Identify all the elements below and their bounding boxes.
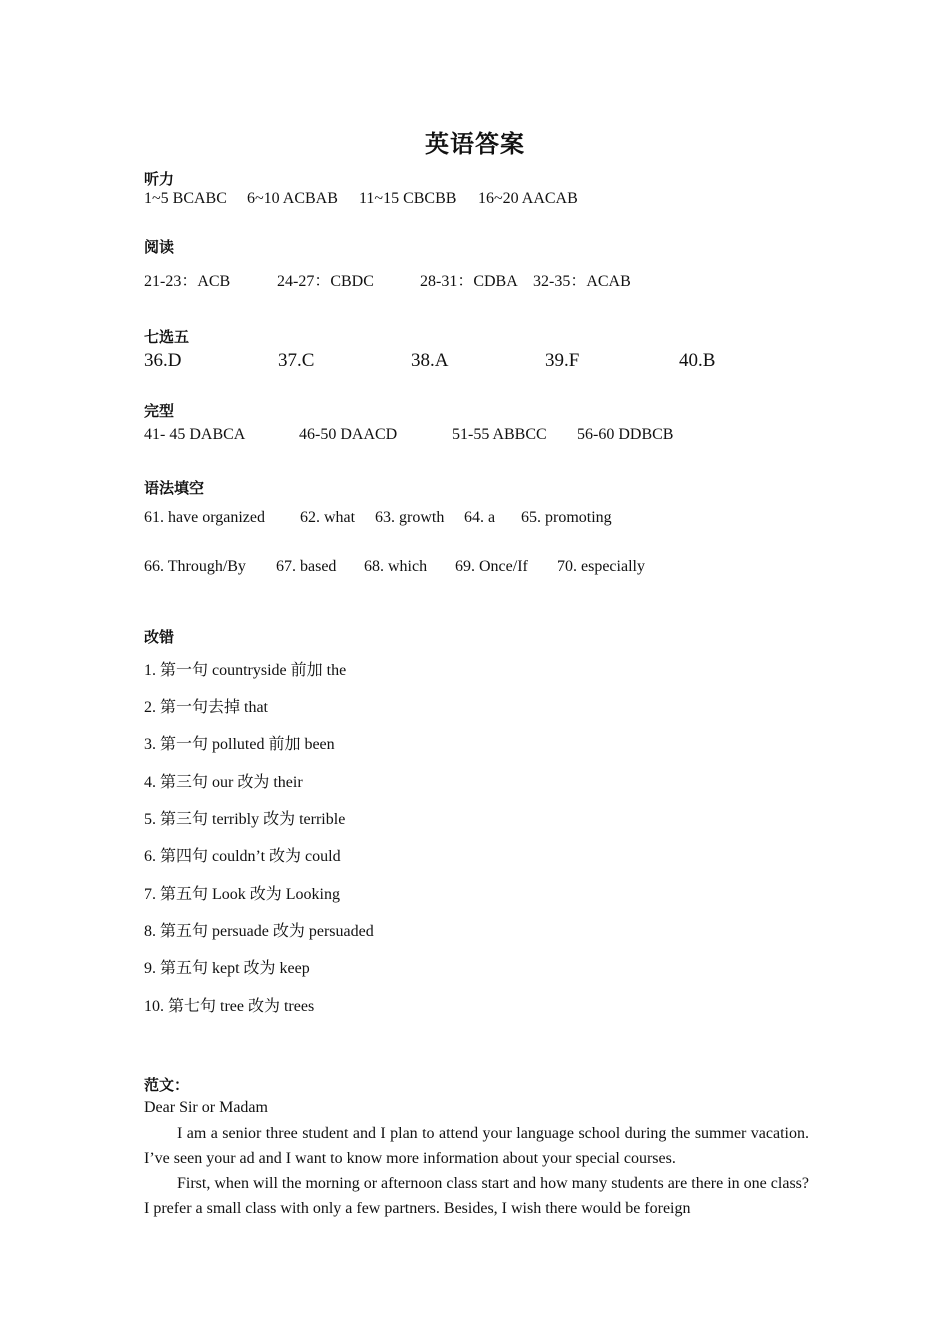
answer-reading-1: 21-23：ACB	[144, 273, 231, 290]
answer-70: 70. especially	[557, 558, 645, 575]
answer-65: 65. promoting	[521, 509, 612, 526]
answer-63: 63. growth	[375, 509, 445, 526]
section-heading-correction: 改错	[144, 628, 175, 646]
correction-item: 2. 第一句去掉 that	[144, 699, 268, 716]
answer-40: 40.B	[679, 350, 716, 371]
answer-62: 62. what	[300, 509, 356, 526]
answer-cloze-3: 51-55 ABBCC	[452, 426, 547, 443]
answer-cloze-1: 41- 45 DABCA	[144, 426, 246, 443]
section-heading-listening: 听力	[144, 170, 175, 188]
correction-item: 8. 第五句 persuade 改为 persuaded	[144, 923, 374, 940]
correction-item: 1. 第一句 countryside 前加 the	[144, 662, 347, 679]
correction-item: 7. 第五句 Look 改为 Looking	[144, 886, 340, 903]
section-heading-cloze: 完型	[144, 402, 175, 420]
correction-item: 9. 第五句 kept 改为 keep	[144, 960, 310, 977]
answer-cloze-2: 46-50 DAACD	[299, 426, 398, 443]
answer-cloze-4: 56-60 DDBCB	[577, 426, 674, 443]
correction-item: 4. 第三句 our 改为 their	[144, 774, 303, 791]
correction-item: 5. 第三句 terribly 改为 terrible	[144, 811, 346, 828]
essay-paragraph-1: I am a senior three student and I plan to attend your language school during the summer vacation. I’ve seen your ad and I want to know more information about your special courses.	[144, 1125, 809, 1167]
answer-69: 69. Once/If	[455, 558, 528, 575]
answer-listening-2: 6~10 ACBAB	[247, 190, 338, 207]
section-heading-reading: 阅读	[144, 238, 175, 256]
essay-paragraph-2: First, when will the morning or afternoon class start and how many students are there in one class? I prefer a small class with only a few partners. Besides, I wish there would be foreign	[144, 1175, 809, 1217]
answer-61: 61. have organized	[144, 509, 265, 526]
correction-item: 6. 第四句 couldn’t 改为 could	[144, 848, 341, 865]
answer-reading-3: 28-31：CDBA	[420, 273, 518, 290]
correction-item: 3. 第一句 polluted 前加 been	[144, 736, 335, 753]
answer-reading-4: 32-35：ACAB	[533, 273, 631, 290]
answer-68: 68. which	[364, 558, 428, 575]
answer-listening-4: 16~20 AACAB	[478, 190, 578, 207]
essay-salutation: Dear Sir or Madam	[144, 1099, 268, 1116]
answer-37: 37.C	[278, 350, 315, 371]
answer-36: 36.D	[144, 350, 182, 371]
answer-listening-1: 1~5 BCABC	[144, 190, 227, 207]
page-title: 英语答案	[425, 130, 525, 158]
answer-listening-3: 11~15 CBCBB	[359, 190, 457, 207]
section-heading-grammar: 语法填空	[144, 479, 205, 497]
section-heading-seven-five: 七选五	[144, 328, 190, 346]
answer-39: 39.F	[545, 350, 580, 371]
answer-64: 64. a	[464, 509, 496, 526]
answer-67: 67. based	[276, 558, 337, 575]
correction-item: 10. 第七句 tree 改为 trees	[144, 998, 315, 1015]
answer-66: 66. Through/By	[144, 558, 246, 575]
answer-38: 38.A	[411, 350, 449, 371]
section-heading-essay: 范文：	[144, 1076, 190, 1094]
answer-reading-2: 24-27：CBDC	[277, 273, 374, 290]
